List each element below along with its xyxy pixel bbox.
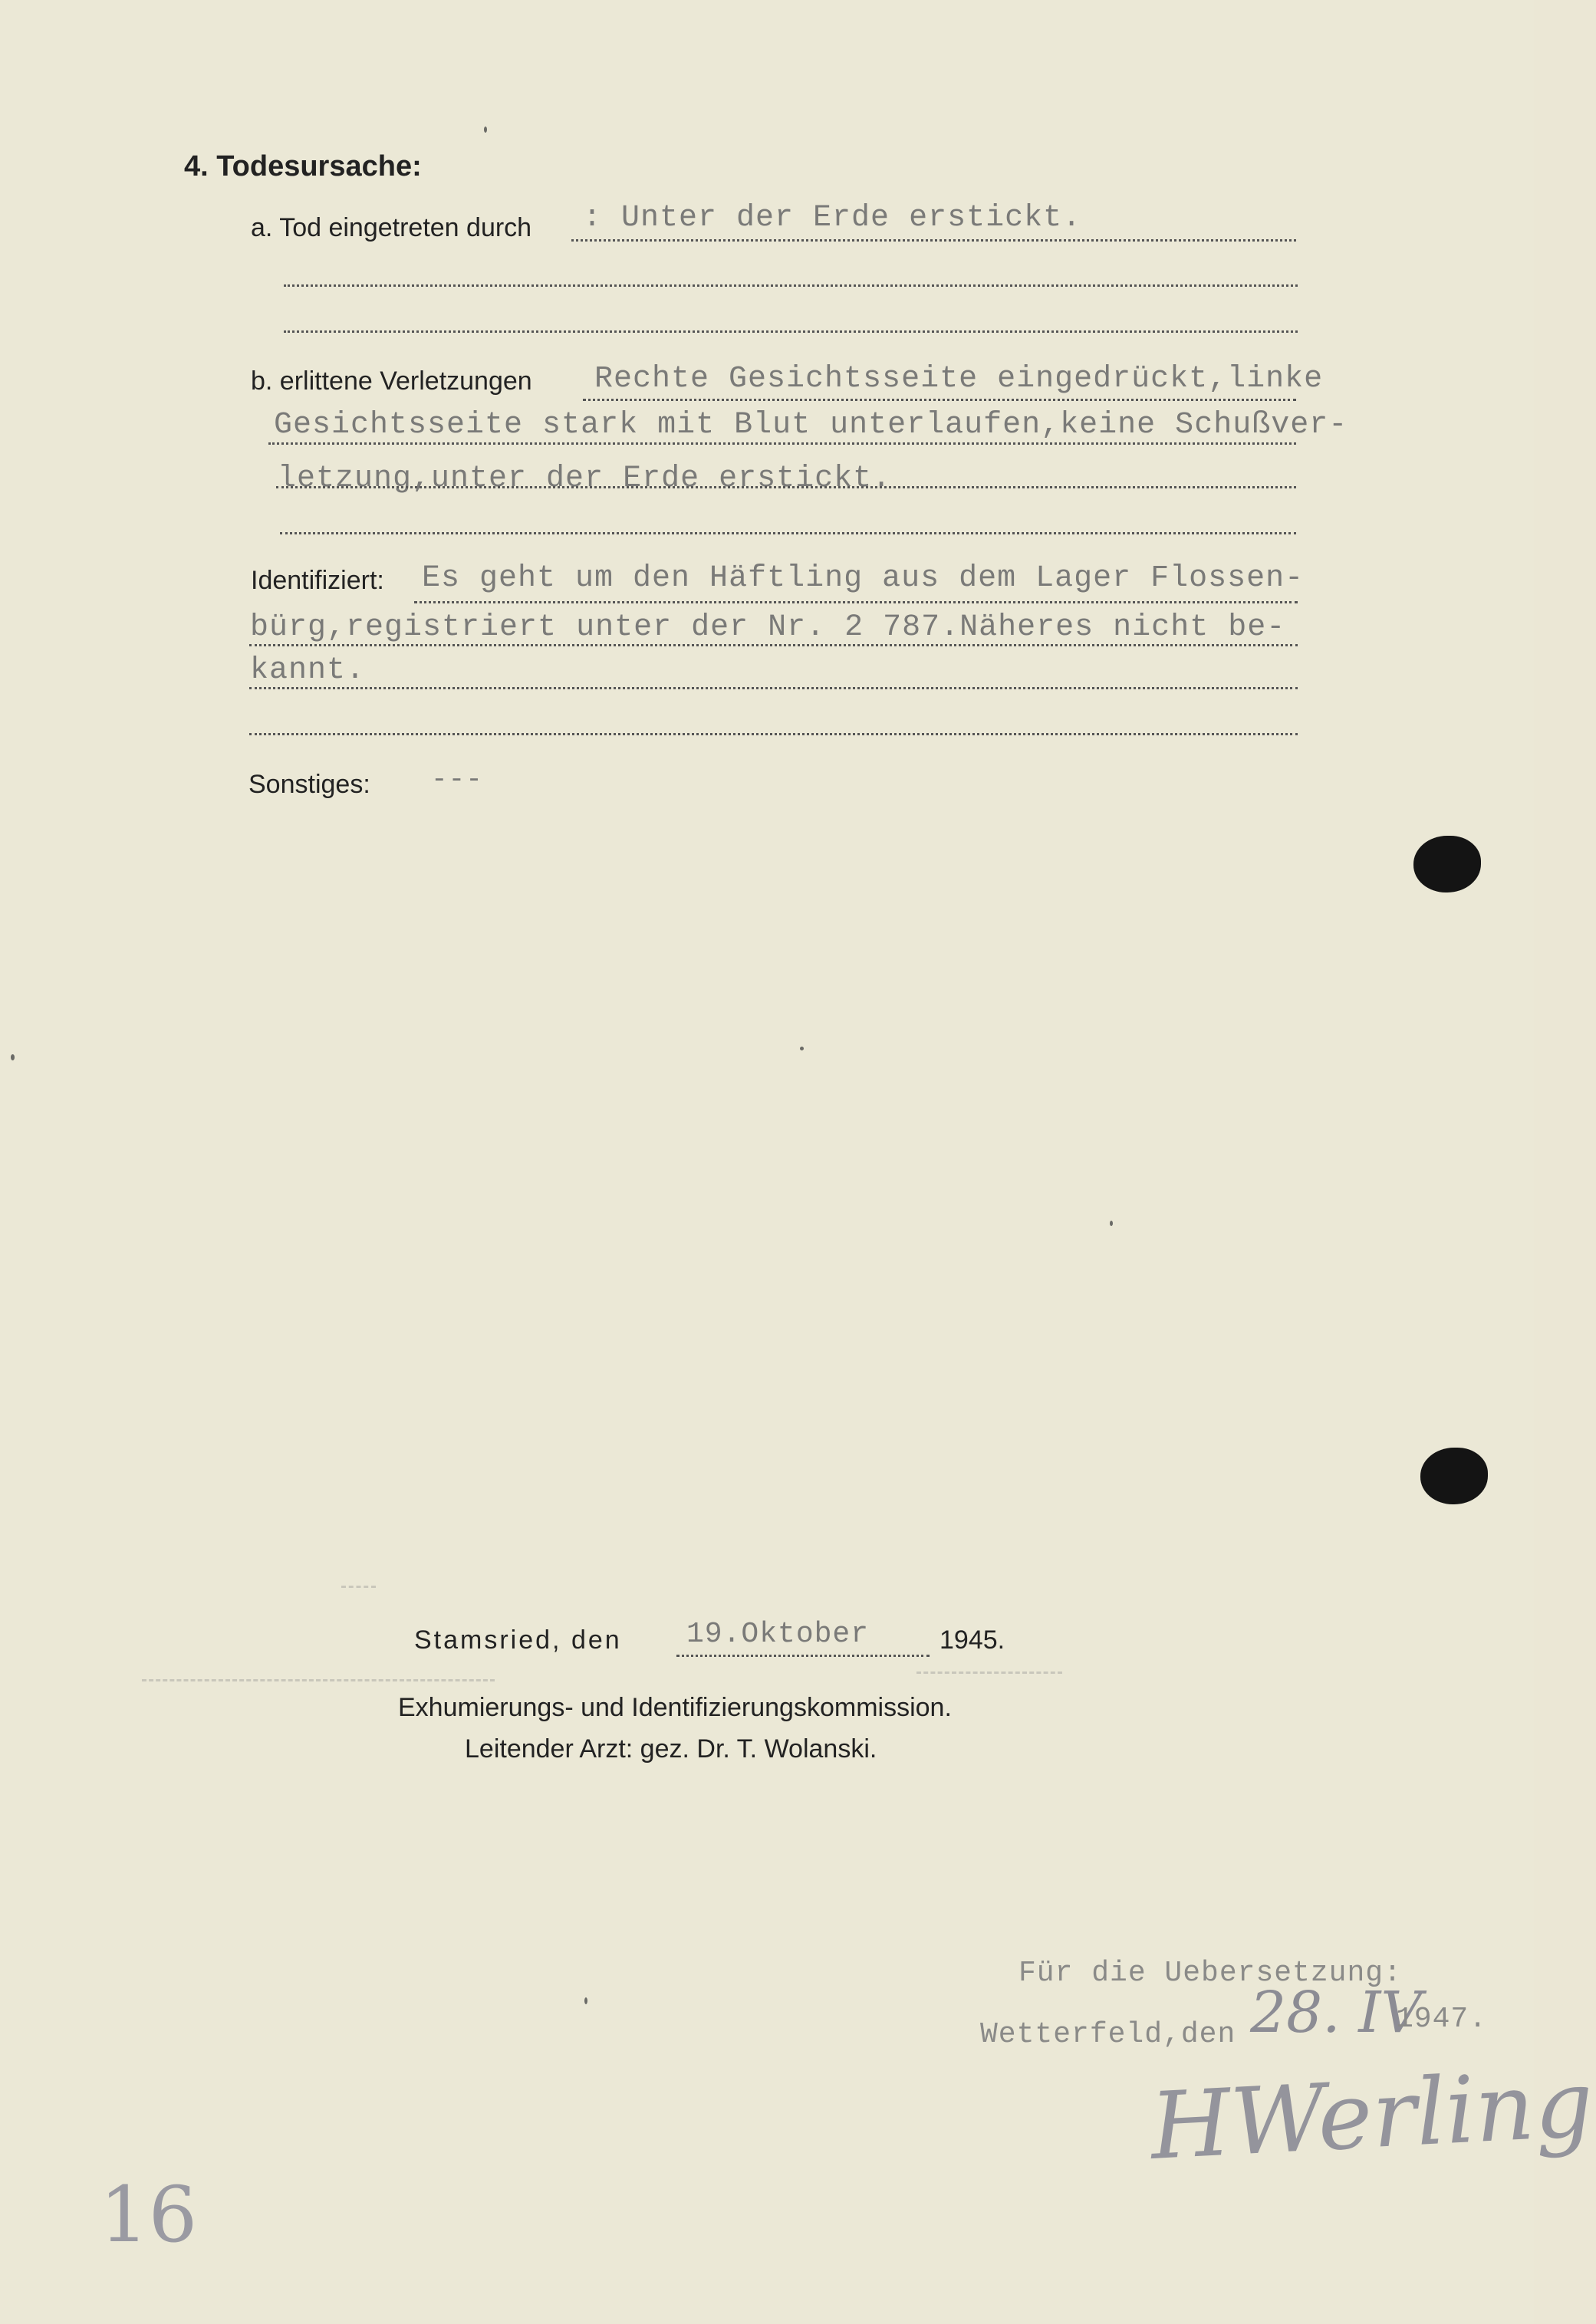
- handwritten-date: 28. IV: [1250, 1980, 1422, 2046]
- dotted-line: [284, 330, 1298, 333]
- dotted-line: [276, 486, 1296, 488]
- misc-value: ---: [431, 764, 483, 795]
- scan-speck: [11, 1054, 15, 1060]
- dotted-line: [249, 687, 1298, 689]
- identified-line-1: Es geht um den Häftling aus dem Lager Flossen-: [422, 561, 1305, 596]
- show-through-mark: [142, 1679, 495, 1681]
- dotted-line: [249, 644, 1298, 646]
- injuries-line-2: Gesichtsseite stark mit Blut unterlaufen,keine Schußver-: [274, 408, 1348, 442]
- date-value: 19.Oktober: [686, 1618, 870, 1651]
- translation-line-1: Für die Uebersetzung:: [1018, 1957, 1402, 1990]
- injuries-line-1: Rechte Gesichtsseite eingedrückt,linke: [594, 362, 1324, 396]
- dotted-line: [249, 733, 1298, 735]
- show-through-mark: [341, 1586, 376, 1588]
- dotted-line: [284, 284, 1298, 287]
- cause-value: : Unter der Erde erstickt.: [583, 201, 1082, 235]
- scan-speck: [800, 1047, 804, 1050]
- page-number: 16: [100, 2170, 198, 2260]
- commission-name: Exhumierungs- und Identifizierungskommission.: [398, 1693, 952, 1722]
- identified-line-3: kannt.: [250, 653, 366, 688]
- dotted-line: [571, 239, 1296, 242]
- dotted-line: [414, 601, 1298, 603]
- misc-label: Sonstiges:: [248, 770, 370, 799]
- injuries-label: b. erlittene Verletzungen: [251, 367, 532, 396]
- dotted-line: [583, 399, 1296, 401]
- punch-hole: [1420, 1448, 1488, 1504]
- translation-place: Wetterfeld,den: [980, 2018, 1236, 2051]
- cause-label: a. Tod eingetreten durch: [251, 213, 532, 242]
- scan-speck: [1110, 1221, 1113, 1226]
- scan-speck: [584, 1997, 587, 2004]
- show-through-mark: [916, 1672, 1062, 1674]
- translation-year: 1947.: [1396, 2003, 1488, 2036]
- scan-speck: [484, 127, 487, 133]
- section-heading: 4. Todesursache:: [184, 150, 422, 182]
- physician-line: Leitender Arzt: gez. Dr. T. Wolanski.: [465, 1734, 877, 1764]
- injuries-line-3: letzung,unter der Erde erstickt.: [278, 462, 892, 496]
- year-label: 1945.: [940, 1625, 1005, 1655]
- identified-line-2: bürg,registriert unter der Nr. 2 787.Näheres nicht be-: [250, 610, 1286, 645]
- place-label: Stamsried, den: [414, 1625, 622, 1655]
- dotted-line: [268, 442, 1296, 445]
- punch-hole: [1413, 836, 1481, 892]
- dotted-line: [676, 1655, 930, 1657]
- dotted-line: [280, 532, 1296, 534]
- signature: HWerling: [1147, 2050, 1596, 2181]
- identified-label: Identifiziert:: [251, 566, 384, 595]
